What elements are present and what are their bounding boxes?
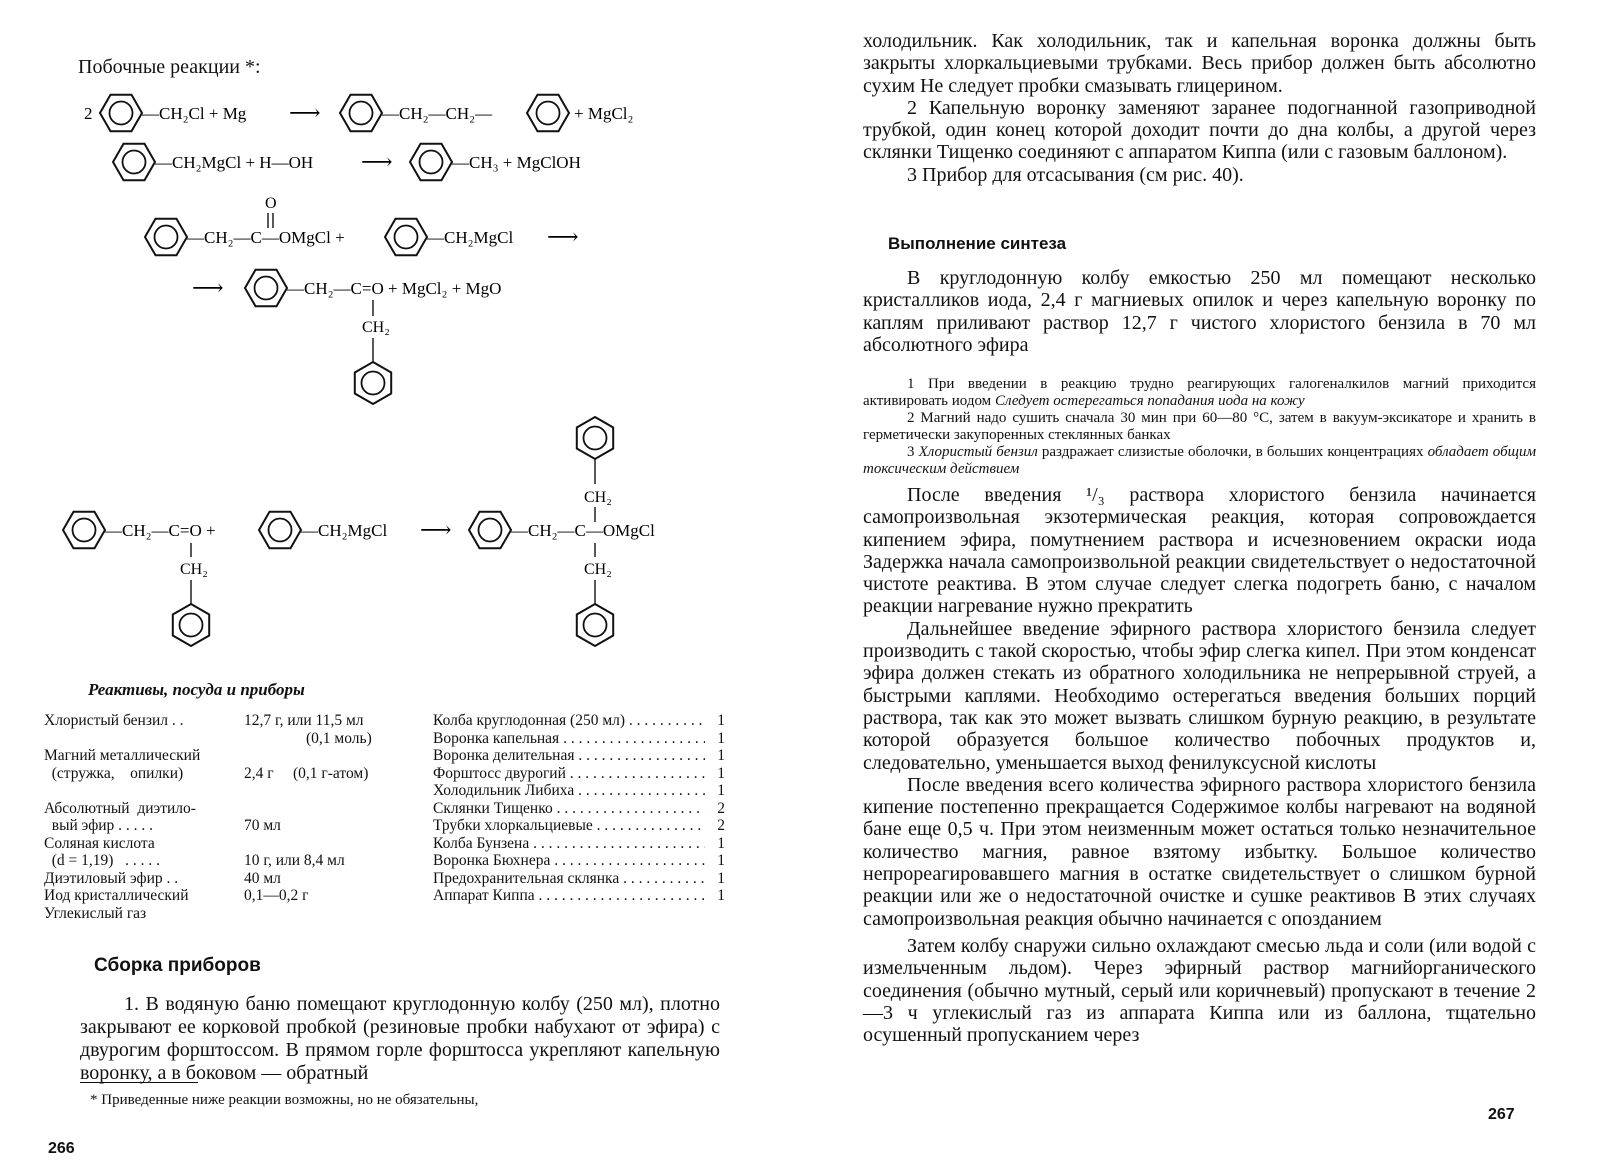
benzene-ring-icon	[577, 417, 613, 459]
note-3-number: 3	[907, 444, 915, 460]
reagent-row	[44, 765, 414, 783]
page-number-left: 266	[48, 1140, 75, 1157]
left-page	[0, 0, 790, 1164]
equipment-name: Предохранительная склянка . . .	[433, 870, 705, 888]
assembly-item-3: 3 Прибор для отсасывания (см рис. 40).	[907, 163, 1244, 186]
equipment-count: 1	[717, 747, 725, 764]
assembly-heading: Сборка приборов	[94, 955, 261, 976]
equipment-name: Колба Бунзена . . .	[433, 835, 705, 853]
reaction-3-oxygen: O	[265, 195, 277, 212]
apparatus-continuation	[863, 30, 1536, 186]
footnote-divider	[80, 1082, 198, 1083]
reaction-2-arrow: ⟶	[361, 149, 393, 174]
reaction-schemes	[0, 0, 790, 675]
note-2: 2 Магний надо сушить сначала 30 мин при 60—80 °С, затем в вакуум-эксикаторе и хранить в герметически закупоренных стеклянных банках	[863, 410, 1536, 443]
equipment-row	[433, 852, 733, 870]
note-1	[863, 376, 1536, 410]
reagents-list	[44, 712, 414, 922]
reagent-value: 10 г, или 8,4 мл	[244, 852, 345, 869]
benzene-ring-icon	[355, 362, 391, 404]
benzene-ring-icon	[63, 512, 105, 548]
reaction-1-bridge: —CH₂—CH₂—	[382, 104, 493, 123]
equipment-row	[433, 765, 733, 783]
reaction-3	[145, 195, 579, 255]
reagent-value: 40 мл	[244, 869, 281, 887]
benzene-ring-icon	[100, 95, 142, 131]
benzene-ring-icon	[527, 95, 569, 131]
equipment-count: 1	[717, 782, 725, 799]
assembly-paragraph: 1. В водяную баню помещают круглодонную колбу (250 мл), плотно закрывают ее корковой пробкой (резиновые пробки набухают от эфира) с двурогим форштоссом. В прямом горле форштосса укрепляют капельную воронку, а в боковом — обратный	[80, 993, 720, 1084]
reagent-name: Соляная кислота	[44, 834, 155, 852]
equipment-name: Аппарат Киппа . . .	[433, 887, 705, 905]
reaction-5-top-branch: CH₂	[584, 489, 612, 506]
top-paragraph: холодильник. Как холодильник, так и капельная воронка должны быть закрыты хлоркальциевыми трубками. Весь прибор должен быть абсолютно сухим Не следует пробки смазывать глицерином.	[863, 30, 1536, 97]
right-page	[800, 0, 1600, 1164]
paragraph-3: После введения всего количества эфирного раствора хлористого бензила кипение постепенно прекращается Содержимое колбы нагревают на водяной бане еще 0,5 ч. При этом неизменным может остаться только незначительное количество магния, равное взятому избытку. Большое количество непрореагировавшего магния в остатке свидетельствует о слишком бурной реакции или же о недостаточной очистке и сушке реактивов В этих случаях самопроизвольная реакция обычно начинается с опозданием	[863, 773, 1536, 930]
equipment-name: Трубки хлоркальциевые . . .	[433, 817, 705, 835]
reagent-name: Углекислый газ	[44, 904, 147, 922]
side-reactions-title: Побочные реакции *:	[78, 56, 261, 78]
reaction-4-chain: —CH₂—C=O + MgCl₂ + MgO	[287, 279, 502, 298]
equipment-row	[433, 782, 733, 800]
benzene-ring-icon	[145, 219, 187, 255]
note-3-text: раздражает слизистые оболочки, в больших концентрациях	[1041, 444, 1424, 460]
reagent-row	[44, 712, 414, 730]
reagent-value: 2,4 г (0,1 г-атом)	[244, 764, 369, 782]
equipment-row	[433, 870, 733, 888]
synthesis-heading: Выполнение синтеза	[888, 234, 1067, 253]
reagent-row	[44, 852, 414, 870]
reaction-3-arrow: ⟶	[547, 224, 579, 249]
footnotes	[863, 376, 1536, 478]
equipment-name: Склянки Тищенко . . .	[433, 800, 705, 818]
reagent-value	[244, 835, 414, 853]
reagent-row	[44, 817, 414, 835]
reaction-1-tail: + MgCl₂	[574, 104, 634, 123]
equipment-name: Воронка Бюхнера . . .	[433, 852, 705, 870]
reagent-name: (d = 1,19) . . . . .	[44, 852, 160, 869]
reagent-row	[44, 835, 414, 853]
note-1-text: 1 При введении в реакцию трудно реагирующих галогеналкилов магний приходится активировать иодом	[863, 376, 1536, 409]
reagent-name: Диэтиловый эфир . .	[44, 869, 179, 887]
reagent-name: (стружка, опилки)	[44, 764, 184, 782]
equipment-row	[433, 730, 733, 748]
reaction-1-left: —CH₂Cl + Mg	[142, 104, 247, 123]
reaction-5-arrow: ⟶	[420, 517, 452, 542]
equipment-list	[433, 712, 733, 905]
reagent-value	[244, 905, 414, 923]
equipment-name: Колба круглодонная (250 мл) . . .	[433, 712, 705, 730]
reaction-4-arrow: ⟶	[192, 275, 224, 300]
benzene-ring-icon	[577, 604, 613, 646]
note-3-italic-a: Хлористый бензил	[918, 444, 1038, 460]
page-number-right: 267	[1488, 1106, 1515, 1123]
benzene-ring-icon	[245, 270, 287, 306]
reagent-name	[44, 782, 244, 800]
reagent-row	[44, 730, 414, 748]
assembly-item-2: 2 Капельную воронку заменяют заранее подогнанной газоприводной трубкой, один конец которой доходит почти до дна колбы, а другой через склянки Тищенко соединяют с аппаратом Киппа (или с газовым баллоном).	[863, 96, 1536, 164]
equipment-row	[433, 817, 733, 835]
benzene-ring-icon	[385, 219, 427, 255]
reaction-5-chain: —CH₂—C=O +	[105, 521, 216, 540]
reaction-3-chain: —CH₂—C—OMgCl +	[187, 228, 345, 247]
equipment-count: 2	[717, 799, 725, 817]
benzene-ring-icon	[113, 144, 155, 180]
reagent-value	[244, 782, 414, 800]
reagents-title: Реактивы, посуда и приборы	[88, 680, 305, 699]
reagent-value: (0,1 моль)	[244, 729, 372, 747]
reagent-name	[44, 730, 244, 748]
benzene-ring-icon	[173, 604, 209, 646]
reagent-name: Хлористый бензил . .	[44, 712, 184, 729]
reaction-4-branch: CH₂	[362, 319, 390, 336]
paragraph-2: Дальнейшее введение эфирного раствора хлористого бензила следует производить с такой скоростью, чтобы эфир слегка кипел. При этом конденсат эфира должен стекать из обратного холодильника не непрерывной струей, а быстрыми каплями. Необходимо остерегаться введения больших порций раствора, так как это может вызвать слишком бурную реакцию, в результате которой образуется большое количество побочных продуктов и, следовательно, уменьшается выход фенилуксусной кислоты	[863, 617, 1536, 774]
reagent-name: Иод кристаллический	[44, 887, 189, 904]
equipment-count: 1	[717, 764, 725, 782]
reaction-5-product-chain: —CH₂—C—OMgCl	[511, 521, 655, 540]
reaction-5-bottom-branch: CH₂	[584, 561, 612, 578]
reagent-value: 12,7 г, или 11,5 мл	[244, 712, 364, 729]
reaction-4	[192, 270, 501, 404]
equipment-count: 1	[717, 729, 725, 747]
reagent-value: 0,1—0,2 г	[244, 887, 309, 904]
equipment-row	[433, 835, 733, 853]
reagent-row	[44, 800, 414, 818]
reaction-5-branch: CH₂	[180, 561, 208, 578]
benzene-ring-icon	[340, 95, 382, 131]
reagent-value	[244, 800, 414, 818]
reaction-1	[84, 95, 633, 131]
reagent-row	[44, 887, 414, 905]
reagent-name: Абсолютный диэтило-	[44, 799, 196, 817]
equipment-row	[433, 747, 733, 765]
equipment-row	[433, 887, 733, 905]
reagent-row	[44, 870, 414, 888]
reaction-3-reagent: —CH₂MgCl	[427, 228, 514, 247]
equipment-count: 1	[717, 869, 725, 887]
synthesis-body	[863, 484, 1536, 1046]
benzene-ring-icon	[259, 512, 301, 548]
note-3-italic-b: обладает общим токсическим действием	[863, 444, 1537, 477]
synthesis-intro	[863, 267, 1536, 356]
paragraph-4: Затем колбу снаружи сильно охлаждают смесью льда и соли (или водой с измельченным льдом). Через эфирный раствор магнийорганического соединения (обычно мутный, серый или коричневый) пропускают в течение 2—3 ч углекислый газ из аппарата Киппа или из баллона, тщательно осушенный пропусканием через	[863, 934, 1536, 1047]
reaction-1-arrow: ⟶	[289, 100, 321, 125]
equipment-count: 1	[717, 712, 725, 729]
reaction-2-left: —CH₂MgCl + H—OH	[155, 153, 314, 172]
equipment-name: Воронка капельная . . .	[433, 730, 705, 748]
reaction-2-right: —CH₃ + MgClOH	[452, 153, 581, 172]
note-3	[863, 444, 1536, 478]
reagent-row	[44, 905, 414, 923]
note-1-italic: Следует остерегаться попадания иода на кожу	[994, 393, 1305, 409]
paragraph-1: После введения ¹/₃ раствора хлористого бензила начинается самопроизвольная экзотермическая реакция, которая сопровождается кипением эфира, помутнением раствора и исчезновением окраски иода Задержка начала самопроизвольной реакции свидетельствует о недостаточной чистоте реактива. В этом случае следует слегка подогреть баню, с началом реакции нагревание нужно прекратить	[863, 484, 1536, 618]
reaction-2	[113, 144, 581, 180]
equipment-count: 1	[717, 852, 725, 869]
equipment-name: Форштосс двурогий . . .	[433, 765, 705, 783]
equipment-row	[433, 712, 733, 730]
reagent-row	[44, 747, 414, 765]
reagent-value: 70 мл	[244, 817, 281, 834]
footnote: * Приведенные ниже реакции возможны, но не обязательны,	[90, 1092, 479, 1108]
benzene-ring-icon	[410, 144, 452, 180]
synthesis-paragraph: В круглодонную колбу емкостью 250 мл помещают несколько кристалликов иода, 2,4 г магниевых опилок и через капельную воронку по каплям приливают раствор 12,7 г чистого хлористого бензила в 70 мл абсолютного эфира	[863, 267, 1536, 356]
equipment-row	[433, 800, 733, 818]
reagent-row	[44, 782, 414, 800]
reaction-1-coefficient: 2	[84, 104, 93, 123]
reaction-schemes-svg	[0, 0, 790, 670]
reagent-name: вый эфир . . . . .	[44, 817, 154, 834]
equipment-name: Воронка делительная . . .	[433, 747, 705, 765]
equipment-count: 1	[717, 834, 725, 852]
equipment-name: Холодильник Либиха . . .	[433, 782, 705, 800]
reaction-5-reagent: —CH₂MgCl	[301, 521, 388, 540]
equipment-count: 1	[717, 887, 725, 904]
benzene-ring-icon	[469, 512, 511, 548]
equipment-count: 2	[717, 817, 725, 834]
reagent-name: Магний металлический	[44, 747, 201, 764]
reaction-5	[63, 417, 655, 646]
